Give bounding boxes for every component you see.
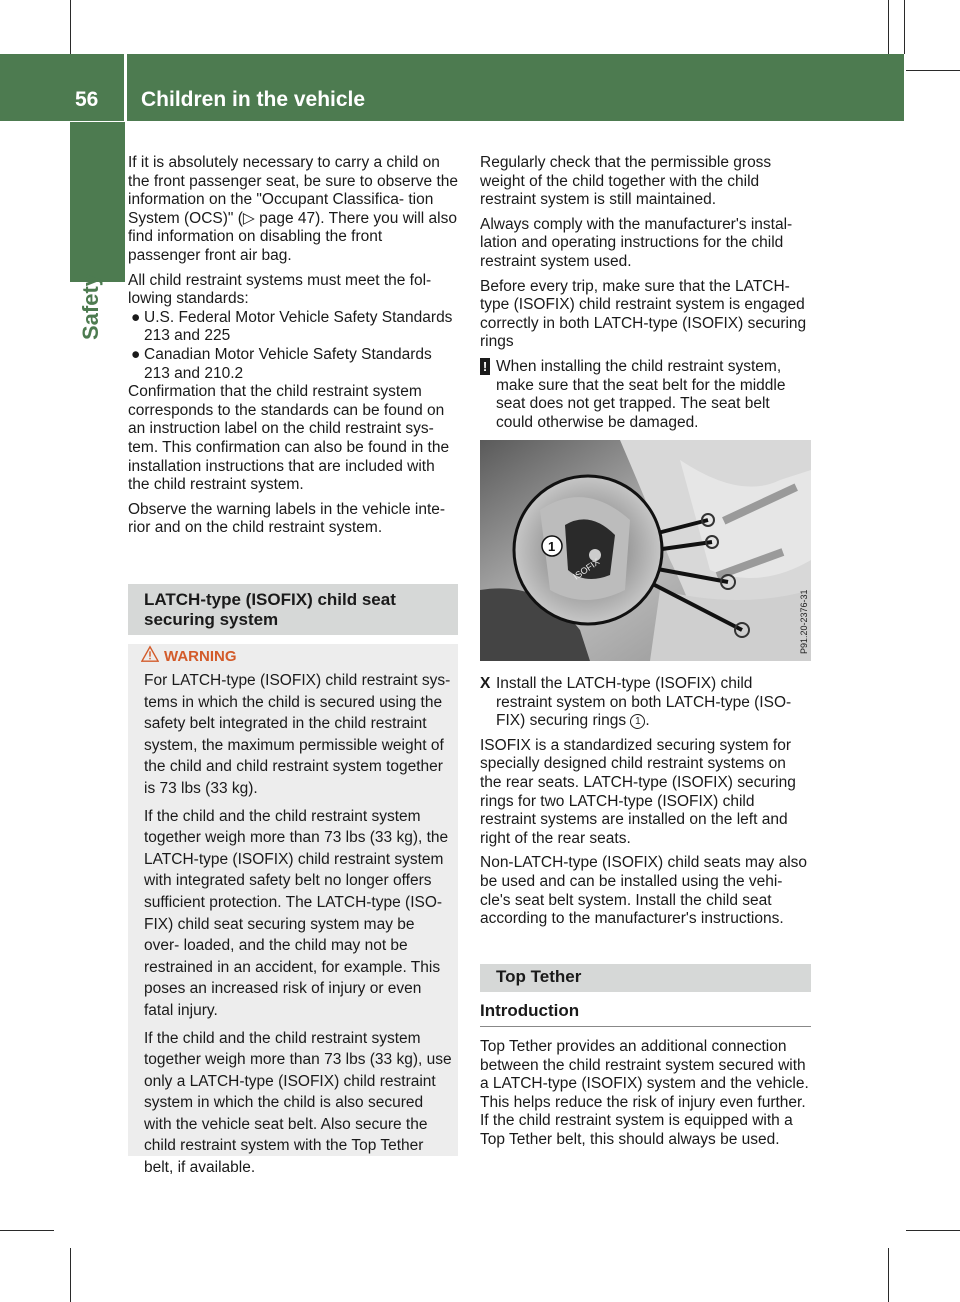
crop-mark <box>888 0 889 54</box>
crop-mark <box>888 1248 889 1302</box>
paragraph: All child restraint systems must meet the fol- lowing standards: <box>128 271 432 308</box>
warning-triangle-icon <box>141 645 159 663</box>
side-tab <box>70 122 125 282</box>
right-column <box>480 154 811 432</box>
callout-ref-icon: 1 <box>630 714 645 729</box>
paragraph: ISOFIX is a standardized securing system for specially designed child restraint systems on the rear seats. LATCH-type (ISOFIX) securing rings for two LATCH-type (ISOFIX) child restraint systems are installed on the left and right of the rear seats. <box>480 736 796 847</box>
step-end: . <box>645 712 650 730</box>
callout-number: 1 <box>548 539 556 554</box>
page-number: 56 <box>75 88 99 111</box>
section-heading <box>480 964 811 992</box>
list-item <box>128 309 458 346</box>
figure-code: P91.20-2376-31 <box>799 589 809 654</box>
list-item <box>128 346 458 383</box>
top-tether-text <box>480 1038 811 1156</box>
step-arrow-icon: X <box>480 675 491 692</box>
paragraph: Always comply with the manufacturer's instal- lation and operating instructions for the child restraint system used. <box>480 215 793 270</box>
paragraph: If the child and the child restraint system together weigh more than 73 lbs (33 kg), use only a LATCH-type (ISOFIX) child restraint system in which the child is also secured with the vehicle seat belt. Also secure the child restraint system with the Top Tether belt, if available. <box>144 1029 452 1177</box>
header-bar <box>0 54 904 121</box>
warning-title <box>144 648 237 665</box>
paragraph: Confirmation that the child restraint system corresponds to the standards can be found on an instruction label on the child restraint sys- tem. This confirmation can also be found in the installation instructions that are included with the child restraint system. <box>128 383 450 494</box>
step-text: Install the LATCH-type (ISOFIX) child restraint system on both LATCH-type (ISO- FIX) securing rings <box>496 675 792 730</box>
crop-mark <box>70 0 71 54</box>
warning-box <box>128 644 458 1177</box>
heading-text: Top Tether <box>496 967 582 986</box>
crop-mark <box>0 1230 54 1231</box>
paragraph: For LATCH-type (ISOFIX) child restraint sys- tems in which the child is secured using the safety belt integrated in the child restraint system, the maximum permissible weight of the child and child restraint system together is 73 lbs (33 kg). <box>144 672 451 797</box>
bullet-icon: ● <box>131 308 141 326</box>
side-tab-label: Safety <box>78 273 103 340</box>
crop-mark <box>70 1248 71 1302</box>
paragraph: Top Tether provides an additional connection between the child restraint system secured with a LATCH-type (ISOFIX) system and the vehicle. This helps reduce the risk of injury even further. If the child restraint system is equipped with a Top Tether belt, this should always be used. <box>480 1038 809 1148</box>
left-column <box>128 154 458 544</box>
paragraph: Regularly check that the permissible gross weight of the child together with the child restraint system is still maintained. <box>480 154 772 209</box>
isofix-photo <box>480 440 811 661</box>
header-divider <box>124 54 127 121</box>
subheading: Introduction <box>480 1001 580 1020</box>
list-item-text: U.S. Federal Motor Vehicle Safety Standards 213 and 225 <box>144 308 453 345</box>
section-heading <box>128 584 458 635</box>
warning-body <box>144 670 454 1185</box>
section-title: Children in the vehicle <box>141 88 366 111</box>
paragraph: Observe the warning labels in the vehicle inte- rior and on the child restraint system. <box>128 500 446 537</box>
crop-mark <box>906 70 960 71</box>
paragraph: Before every trip, make sure that the LATCH- type (ISOFIX) child restraint system is engaged correctly in both LATCH-type (ISOFIX) securing rings <box>480 277 807 351</box>
right-column-lower <box>480 675 811 935</box>
instruction-step <box>480 675 811 731</box>
heading-text: LATCH-type (ISOFIX) child seat securing system <box>144 590 396 629</box>
divider <box>480 1026 811 1027</box>
list-item-text: Canadian Motor Vehicle Safety Standards 213 and 210.2 <box>144 345 432 382</box>
isofix-illustration <box>480 440 811 661</box>
paragraph: If the child and the child restraint system together weigh more than 73 lbs (33 kg), the LATCH-type (ISOFIX) child restraint system with integrated safety belt no longer offers sufficient protection. The LATCH-type (ISO- FIX) child seat securing system may be over- loaded, and the child may not be restrained in an accident, for example. This poses an increased risk of injury or even fatal injury. <box>144 807 449 1019</box>
crop-mark <box>906 1230 960 1231</box>
crop-mark <box>904 0 905 54</box>
exclamation-icon: ! <box>480 358 490 375</box>
bullet-icon: ● <box>131 345 141 363</box>
paragraph: Non-LATCH-type (ISOFIX) child seats may also be used and can be installed using the vehi- cle's seat belt system. Install the child seat according to the manufacturer's instructions. <box>480 854 808 928</box>
note-text: When installing the child restraint system, make sure that the seat belt for the middle seat does not get trapped. The seat belt could otherwise be damaged. <box>496 357 786 431</box>
note <box>480 358 811 432</box>
isofix-label: ISOFIX <box>571 556 602 582</box>
paragraph: If it is absolutely necessary to carry a child on the front passenger seat, be sure to observe the information on the "Occupant Classifica- tion System (OCS)" (▷ page 47). There you will also find information on disabling the front passenger front air bag. <box>128 154 459 264</box>
warning-label: WARNING <box>164 648 237 665</box>
